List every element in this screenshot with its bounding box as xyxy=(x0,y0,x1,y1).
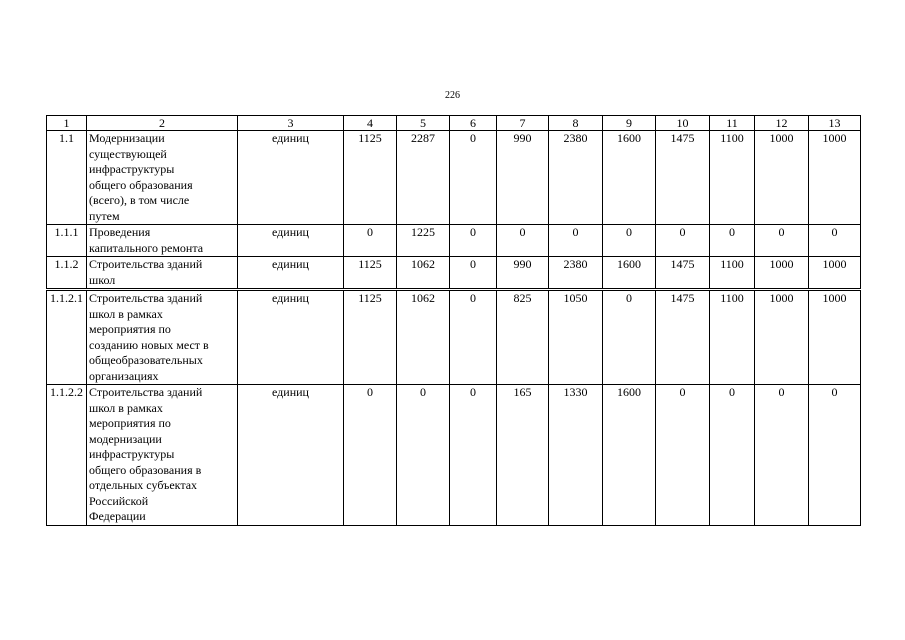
row-code: 1.1.1 xyxy=(47,225,87,257)
value-cell: 0 xyxy=(450,385,497,526)
row-name-line: Российской xyxy=(89,493,149,508)
table-row xyxy=(47,225,861,257)
value-cell: 1475 xyxy=(656,257,710,290)
value-cell: 1000 xyxy=(809,290,861,385)
row-name xyxy=(87,131,238,225)
row-name-line: школ в рамках xyxy=(89,400,163,415)
value-cell: 0 xyxy=(549,225,603,257)
value-cell: 1125 xyxy=(344,290,397,385)
value-cell: 1100 xyxy=(710,257,755,290)
row-name-line: мероприятия по xyxy=(89,322,171,336)
row-name-line: существующей xyxy=(89,146,167,161)
header-cell: 2 xyxy=(87,116,238,131)
value-cell: 990 xyxy=(497,131,549,225)
value-cell: 1100 xyxy=(710,131,755,225)
value-cell: 0 xyxy=(710,385,755,526)
header-cell: 1 xyxy=(47,116,87,131)
header-cell: 10 xyxy=(656,116,710,131)
row-name-line: капитального ремонта xyxy=(89,240,204,255)
value-cell: 1125 xyxy=(344,257,397,290)
row-name-line: общеобразовательных xyxy=(89,353,203,367)
header-cell: 11 xyxy=(710,116,755,131)
value-cell: 1330 xyxy=(549,385,603,526)
header-cell: 6 xyxy=(450,116,497,131)
row-name-line: Строительства зданий xyxy=(89,385,203,399)
value-cell: 990 xyxy=(497,257,549,290)
value-cell: 0 xyxy=(656,385,710,526)
row-unit: единиц xyxy=(238,225,344,257)
value-cell: 1475 xyxy=(656,290,710,385)
row-name-line: отдельных субъектах xyxy=(89,478,198,492)
value-cell: 0 xyxy=(755,225,809,257)
table-row xyxy=(47,385,861,526)
value-cell: 2380 xyxy=(549,131,603,225)
row-name-line: Строительства зданий xyxy=(89,257,203,271)
header-cell: 12 xyxy=(755,116,809,131)
value-cell: 1600 xyxy=(603,257,656,290)
row-name-line: модернизации xyxy=(89,431,162,446)
value-cell: 0 xyxy=(809,225,861,257)
value-cell: 1000 xyxy=(755,290,809,385)
table-header-row xyxy=(47,116,861,131)
row-code: 1.1.2.2 xyxy=(47,385,87,526)
row-code: 1.1 xyxy=(47,131,87,225)
table-row xyxy=(47,257,861,290)
value-cell: 1600 xyxy=(603,385,656,526)
header-cell: 7 xyxy=(497,116,549,131)
row-name-line: Проведения xyxy=(89,225,151,239)
value-cell: 0 xyxy=(450,225,497,257)
row-name xyxy=(87,257,238,290)
value-cell: 0 xyxy=(344,225,397,257)
row-name-line: школ в рамках xyxy=(89,306,163,321)
row-name-line: созданию новых мест в xyxy=(89,337,209,352)
value-cell: 165 xyxy=(497,385,549,526)
value-cell: 0 xyxy=(397,385,450,526)
value-cell: 825 xyxy=(497,290,549,385)
row-name-line: общего образования xyxy=(89,177,193,192)
value-cell: 1000 xyxy=(755,257,809,290)
row-code: 1.1.2 xyxy=(47,257,87,290)
value-cell: 0 xyxy=(603,225,656,257)
value-cell: 2287 xyxy=(397,131,450,225)
row-name-line: школ xyxy=(89,272,116,287)
value-cell: 1062 xyxy=(397,257,450,290)
value-cell: 1050 xyxy=(549,290,603,385)
row-name-line: мероприятия по xyxy=(89,416,171,430)
value-cell: 0 xyxy=(450,290,497,385)
row-name xyxy=(87,225,238,257)
value-cell: 0 xyxy=(450,257,497,290)
row-code: 1.1.2.1 xyxy=(47,290,87,385)
value-cell: 2380 xyxy=(549,257,603,290)
header-cell: 13 xyxy=(809,116,861,131)
value-cell: 1100 xyxy=(710,290,755,385)
table-row xyxy=(47,131,861,225)
value-cell: 0 xyxy=(755,385,809,526)
value-cell: 0 xyxy=(809,385,861,526)
value-cell: 1125 xyxy=(344,131,397,225)
header-cell: 9 xyxy=(603,116,656,131)
row-unit: единиц xyxy=(238,131,344,225)
row-unit: единиц xyxy=(238,385,344,526)
header-cell: 8 xyxy=(549,116,603,131)
value-cell: 1000 xyxy=(755,131,809,225)
row-name xyxy=(87,385,238,526)
value-cell: 0 xyxy=(656,225,710,257)
row-name-line: инфраструктуры xyxy=(89,162,175,176)
value-cell: 1000 xyxy=(809,131,861,225)
table-row xyxy=(47,290,861,385)
value-cell: 1062 xyxy=(397,290,450,385)
value-cell: 0 xyxy=(344,385,397,526)
value-cell: 0 xyxy=(450,131,497,225)
value-cell: 1475 xyxy=(656,131,710,225)
row-name-line: организациях xyxy=(89,368,159,383)
header-cell: 4 xyxy=(344,116,397,131)
value-cell: 1000 xyxy=(809,257,861,290)
row-unit: единиц xyxy=(238,290,344,385)
row-name-line: путем xyxy=(89,208,120,223)
row-name-line: Модернизации xyxy=(89,131,165,145)
value-cell: 1600 xyxy=(603,131,656,225)
header-cell: 3 xyxy=(238,116,344,131)
value-cell: 1225 xyxy=(397,225,450,257)
value-cell: 0 xyxy=(603,290,656,385)
row-name xyxy=(87,290,238,385)
row-name-line: (всего), в том числе xyxy=(89,193,190,207)
data-table xyxy=(46,115,861,526)
value-cell: 0 xyxy=(710,225,755,257)
row-unit: единиц xyxy=(238,257,344,290)
row-name-line: инфраструктуры xyxy=(89,447,175,461)
row-name-line: общего образования в xyxy=(89,462,202,477)
row-name-line: Строительства зданий xyxy=(89,291,203,305)
row-name-line: Федерации xyxy=(89,509,146,523)
value-cell: 0 xyxy=(497,225,549,257)
header-cell: 5 xyxy=(397,116,450,131)
page-number: 226 xyxy=(445,90,460,101)
